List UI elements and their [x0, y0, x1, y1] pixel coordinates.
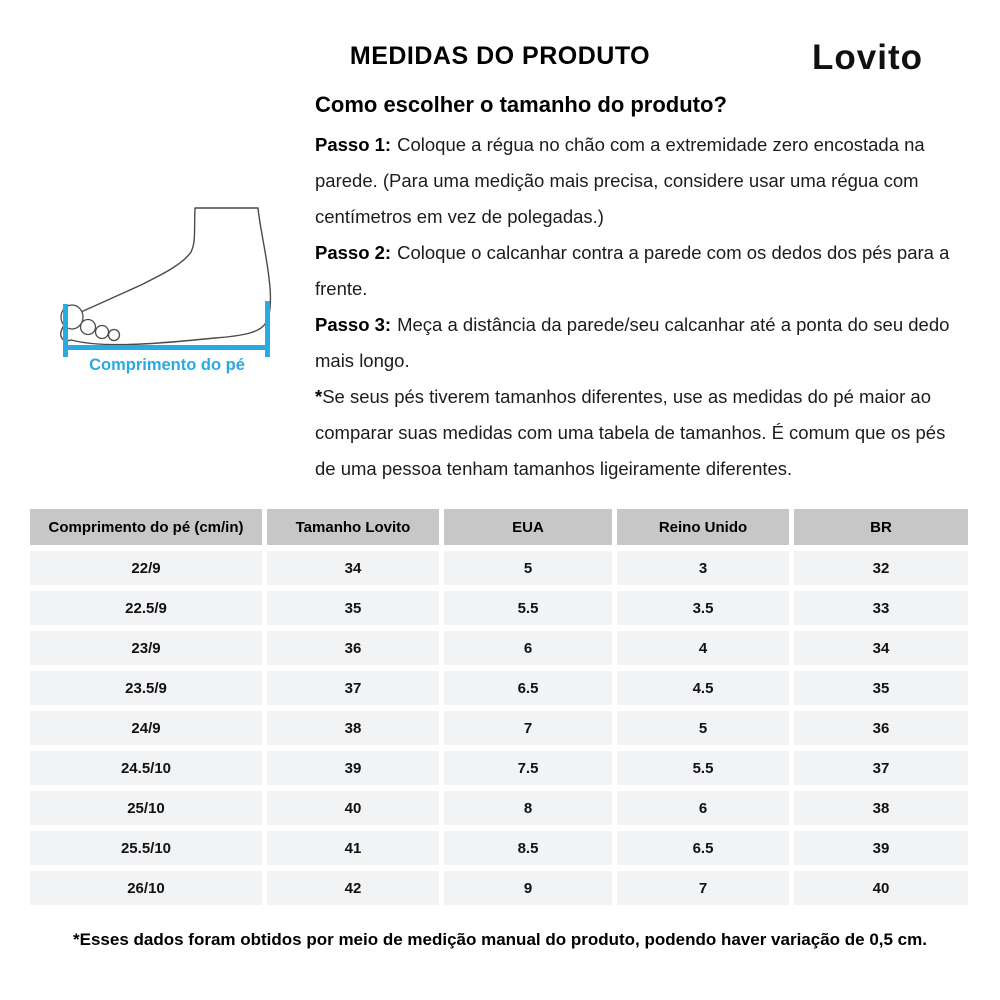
table-cell: 5	[444, 551, 612, 585]
table-cell: 3.5	[617, 591, 789, 625]
table-cell: 36	[794, 711, 968, 745]
measurement-disclaimer: *Esses dados foram obtidos por meio de medição manual do produto, podendo haver variação de 0,5 cm.	[73, 930, 927, 949]
table-cell: 26/10	[30, 871, 262, 905]
table-cell: 5.5	[444, 591, 612, 625]
measure-line	[63, 345, 270, 350]
table-cell: 25/10	[30, 791, 262, 825]
table-cell: 42	[267, 871, 439, 905]
lovito-logo: Lovito	[812, 38, 923, 77]
table-cell: 24/9	[30, 711, 262, 745]
foot-toe	[96, 326, 109, 339]
table-cell: 22.5/9	[30, 591, 262, 625]
table-cell: 37	[794, 751, 968, 785]
table-cell: 40	[267, 791, 439, 825]
step-text: Coloque a régua no chão com a extremidade zero encostada na parede. (Para uma medição mais precisa, considere usar uma régua com centímetros em vez de polegadas.)	[315, 134, 925, 227]
step-label: Passo 2:	[315, 242, 392, 263]
table-cell: 41	[267, 831, 439, 865]
column-header-us: EUA	[444, 509, 612, 545]
measure-tick-right	[265, 301, 270, 357]
table-cell: 35	[794, 671, 968, 705]
table-cell: 22/9	[30, 551, 262, 585]
column-header-foot-length: Comprimento do pé (cm/in)	[30, 509, 262, 545]
table-cell: 25.5/10	[30, 831, 262, 865]
column-header-uk: Reino Unido	[617, 509, 789, 545]
table-cell: 7	[617, 871, 789, 905]
table-cell: 40	[794, 871, 968, 905]
table-cell: 33	[794, 591, 968, 625]
table-cell: 39	[794, 831, 968, 865]
column-header-lovito-size: Tamanho Lovito	[267, 509, 439, 545]
step-text: Meça a distância da parede/seu calcanhar até a ponta do seu dedo mais longo.	[315, 314, 950, 371]
guide-step	[315, 127, 963, 235]
measure-tick-left	[63, 304, 68, 357]
table-cell: 32	[794, 551, 968, 585]
step-text: Coloque o calcanhar contra a parede com os dedos dos pés para a frente.	[315, 242, 950, 299]
table-cell: 6	[617, 791, 789, 825]
table-cell: 24.5/10	[30, 751, 262, 785]
table-cell: 38	[267, 711, 439, 745]
table-cell: 39	[267, 751, 439, 785]
guide-note	[315, 379, 963, 487]
table-cell: 36	[267, 631, 439, 665]
table-cell: 23/9	[30, 631, 262, 665]
table-cell: 6.5	[617, 831, 789, 865]
table-cell: 37	[267, 671, 439, 705]
how-to-guide	[315, 92, 963, 487]
step-label: Passo 3:	[315, 314, 392, 335]
foot-toe	[109, 330, 120, 341]
table-cell: 3	[617, 551, 789, 585]
note-asterisk: *	[315, 386, 323, 407]
guide-heading: Como escolher o tamanho do produto?	[315, 92, 727, 117]
table-cell: 35	[267, 591, 439, 625]
foot-toe	[81, 320, 96, 335]
guide-step	[315, 307, 963, 379]
table-cell: 9	[444, 871, 612, 905]
table-cell: 8.5	[444, 831, 612, 865]
table-cell: 7.5	[444, 751, 612, 785]
table-cell: 4	[617, 631, 789, 665]
table-cell: 7	[444, 711, 612, 745]
table-cell: 34	[267, 551, 439, 585]
page-title: MEDIDAS DO PRODUTO	[349, 42, 651, 70]
table-cell: 34	[794, 631, 968, 665]
table-cell: 38	[794, 791, 968, 825]
table-cell: 6	[444, 631, 612, 665]
column-header-br: BR	[794, 509, 968, 545]
table-cell: 8	[444, 791, 612, 825]
note-text: Se seus pés tiverem tamanhos diferentes, use as medidas do pé maior ao comparar suas medidas com uma tabela de tamanhos. É comum que os pés de uma pessoa tenham tamanhos ligeiramente diferentes.	[315, 386, 946, 479]
table-cell: 23.5/9	[30, 671, 262, 705]
foot-diagram	[45, 190, 290, 360]
size-table	[30, 509, 968, 905]
foot-length-label: Comprimento do pé	[89, 356, 245, 374]
step-label: Passo 1:	[315, 134, 392, 155]
table-cell: 5	[617, 711, 789, 745]
table-cell: 5.5	[617, 751, 789, 785]
table-cell: 4.5	[617, 671, 789, 705]
guide-step	[315, 235, 963, 307]
table-cell: 6.5	[444, 671, 612, 705]
